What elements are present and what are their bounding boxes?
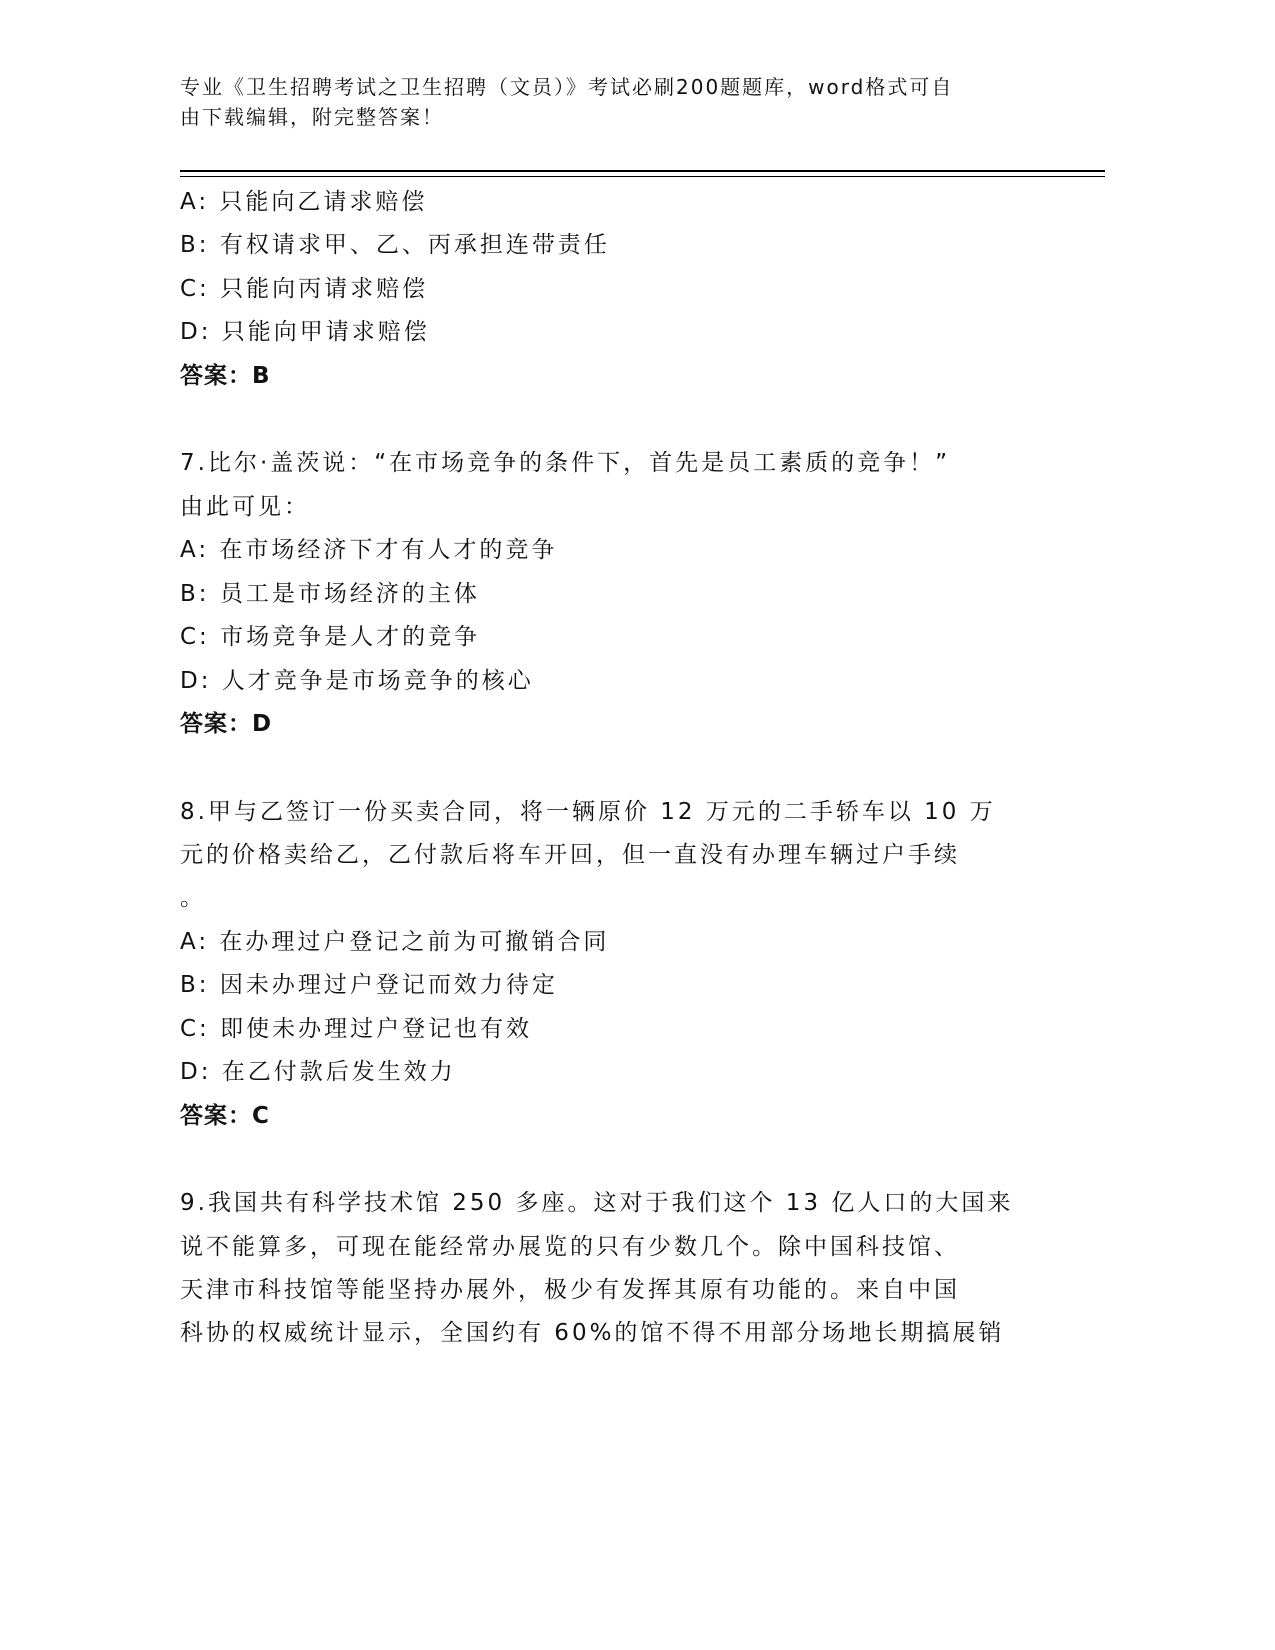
question-stem: 7.比尔·盖茨说：“在市场竞争的条件下，首先是员工素质的竞争！” [180,450,951,476]
answer: 答案：B [180,363,271,389]
option-c: C: 市场竞争是人才的竞争 [180,624,481,650]
question-stem: 天津市科技馆等能坚持办展外，极少有发挥其原有功能的。来自中国 [180,1277,960,1303]
answer: 答案：D [180,711,273,737]
header-rule-thick [180,170,1105,172]
question-stem: 8.甲与乙签订一份买卖合同，将一辆原价 12 万元的二手轿车以 10 万 [180,799,996,825]
question-stem: 说不能算多，可现在能经常办展览的只有少数几个。除中国科技馆、 [180,1234,960,1260]
header-line: 由下载编辑，附完整答案！ [180,105,444,129]
option-b: B: 有权请求甲、乙、丙承担连带责任 [180,232,610,258]
question-stem: 元的价格卖给乙，乙付款后将车开回，但一直没有办理车辆过户手续 [180,842,960,868]
option-d: D: 人才竞争是市场竞争的核心 [180,668,534,694]
option-b: B: 员工是市场经济的主体 [180,581,480,607]
option-d: D: 在乙付款后发生效力 [180,1059,456,1085]
answer: 答案：C [180,1103,270,1129]
header-rule-thin [180,176,1105,177]
question-stem: 由此可见： [180,494,310,520]
question-stem: 科协的权威统计显示，全国约有 60%的馆不得不用部分场地长期搞展销 [180,1320,1005,1346]
option-c: C: 只能向丙请求赔偿 [180,276,429,302]
question-stem: 。 [180,885,206,911]
header-line: 专业《卫生招聘考试之卫生招聘（文员）》考试必刷200题题库，word格式可自 [180,75,954,99]
question-stem: 9.我国共有科学技术馆 250 多座。这对于我们这个 13 亿人口的大国来 [180,1190,1014,1216]
option-a: A: 在市场经济下才有人才的竞争 [180,537,558,563]
option-b: B: 因未办理过户登记而效力待定 [180,972,558,998]
option-a: A: 在办理过户登记之前为可撤销合同 [180,929,610,955]
option-d: D: 只能向甲请求赔偿 [180,319,430,345]
option-a: A: 只能向乙请求赔偿 [180,189,428,215]
option-c: C: 即使未办理过户登记也有效 [180,1016,533,1042]
